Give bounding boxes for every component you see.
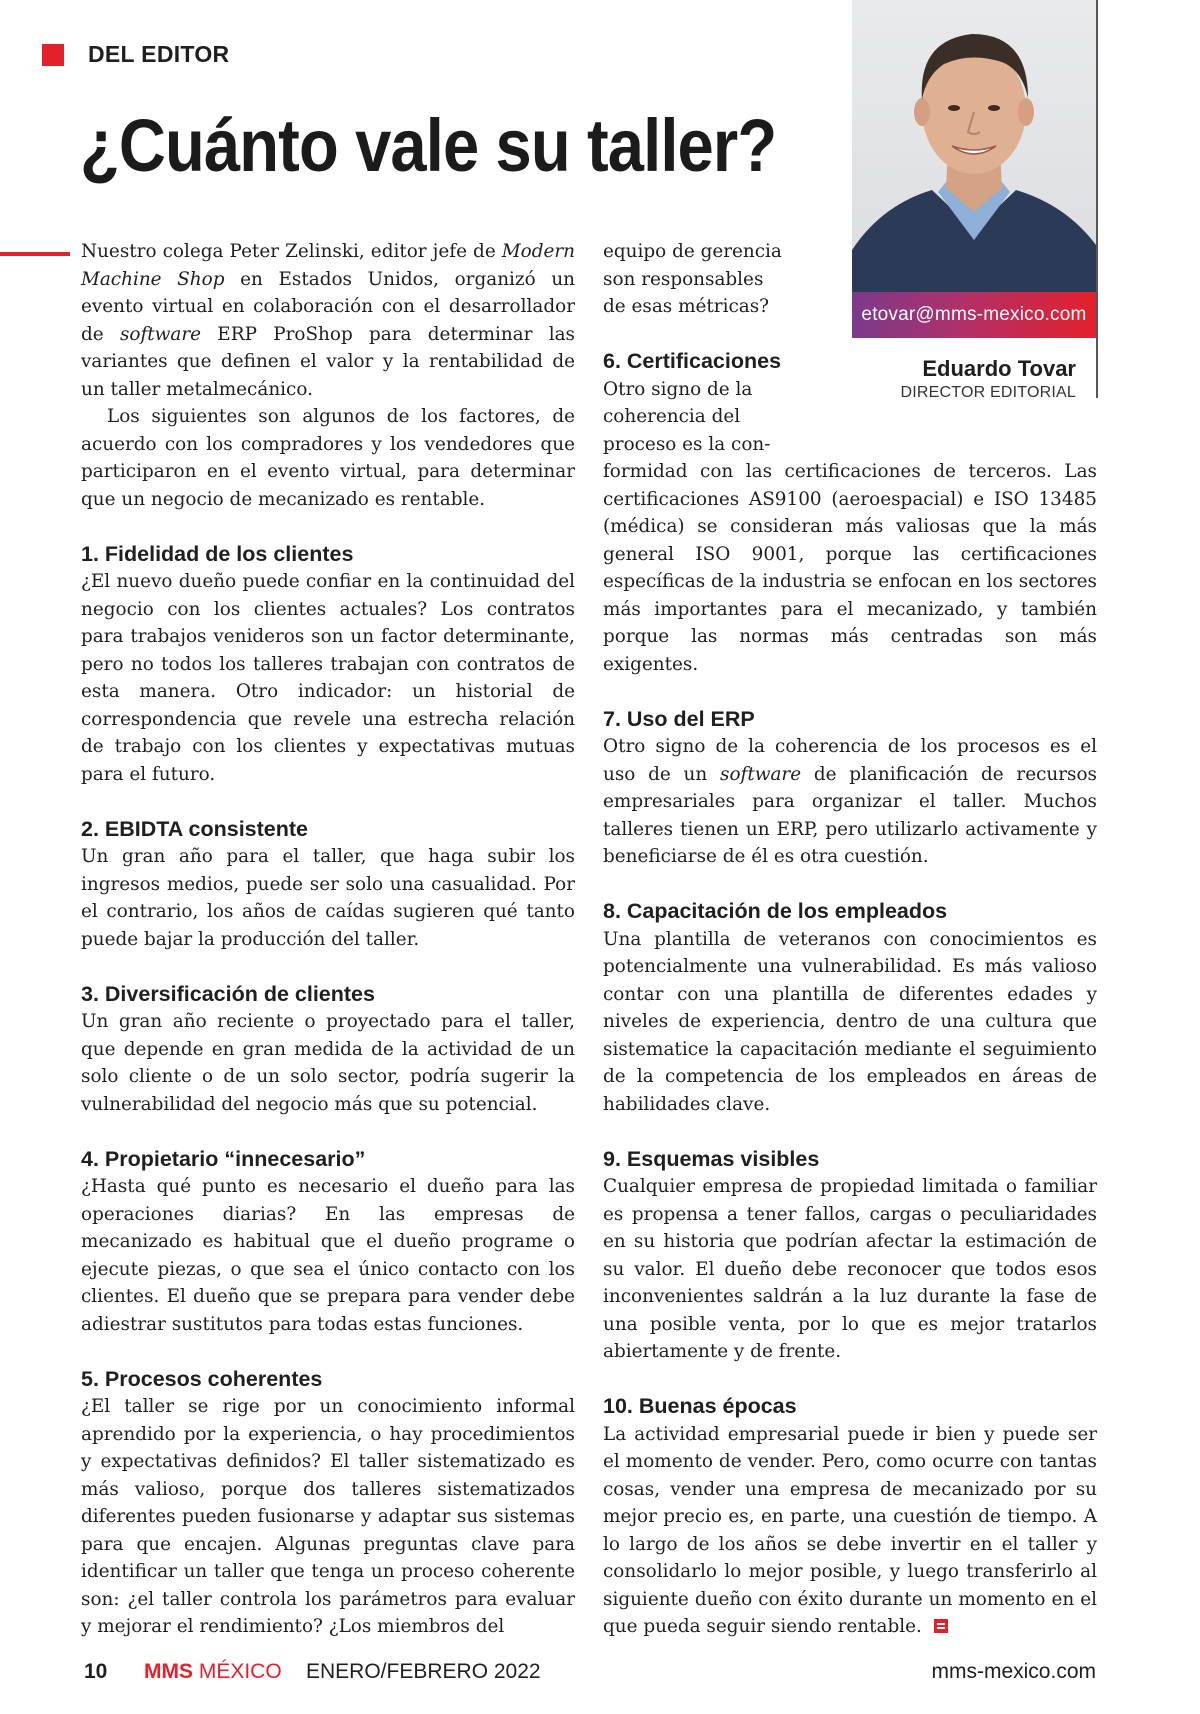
section-square-icon: [42, 44, 64, 66]
intro-paragraph-2: Los siguientes son algunos de los factores, de acuerdo con los compradores y los vendedores que participaron en el evento virtual, para determinar que un negocio de mecanizado es rentable.: [81, 406, 575, 510]
author-email[interactable]: etovar@mms-mexico.com: [852, 292, 1096, 338]
section-body: ¿El taller se rige por un conocimiento informal aprendido por la experiencia, o hay procedimientos y expectativas definidos? El taller sistematizado es más valioso, porque dos talleres sistematizados diferentes pueden fusionarse y adaptar sus sistemas para que encajen. Algunas preguntas clave para identificar un taller que tenga un proceso coherente son: ¿el taller controla los parámetros para evaluar y mejorar el rendimiento? ¿Los miembros del: [81, 1396, 575, 1637]
page-number: 10: [84, 1660, 108, 1683]
section-body: Otro signo de la coherencia de los procesos es el uso de un software de planificación de recursos empresariales para organizar el taller. Muchos talleres tienen un ERP, pero utilizarlo activamente y beneficiarse de él es otra cuestión.: [603, 736, 1097, 867]
section-body: Un gran año para el taller, que haga subir los ingresos medios, puede ser solo una casualidad. Por el contrario, los años de caídas sugieren qué tanto puede bajar la producción del taller.: [81, 846, 575, 950]
section-heading: 9. Esquemas visibles: [603, 1146, 820, 1171]
section-body: ¿El nuevo dueño puede confiar en la continuidad del negocio con los clientes actuales? Los contratos para trabajos venideros son un factor determinante, pero no todos los talleres trabajan con contratos de esta manera. Otro indicador: un historial de correspondencia que revele una estrecha relación de trabajo con los clientes y expectativas mutuas para el futuro.: [81, 571, 575, 785]
publication-name: MMS MÉXICO: [144, 1660, 282, 1683]
website-link[interactable]: mms-mexico.com: [931, 1660, 1096, 1683]
author-name: Eduardo Tovar: [922, 356, 1076, 381]
intro-paragraph: Nuestro colega Peter Zelinski, editor jefe de Modern Machine Shop en Estados Unidos, organizó un evento virtual en colaboración con el desarrollador de software ERP ProShop para determinar las variantes que definen el valor y la rentabilidad de un taller metalmecánico.: [81, 241, 576, 400]
section-body-final: La actividad empresarial puede ir bien y puede ser el momento de vender. Pero, como ocurre con tantas cosas, vender una empresa de mecanizado por su mejor precio es, en parte, una cuestión de tiempo. A lo largo de los años se debe invertir en el taller y consolidarlo lo mejor posible, y luego transferirlo al siguiente dueño con éxito durante un momento en el que pueda seguir siendo rentable.: [603, 1423, 1097, 1637]
section-label: DEL EDITOR: [88, 41, 230, 67]
section-body-continued: equipo de gerencia son responsables de esas métricas?: [603, 241, 782, 317]
right-column: [603, 238, 1097, 1641]
section-body: Otro signo de la coherencia del proceso es la con-: [603, 378, 771, 455]
section-body: Una plantilla de veteranos con conocimientos es potencialmente una vulnerabilidad. Es más valioso contar con una plantilla de diferentes edades y niveles de experiencia, dentro de una cultura que sistematice la capacitación mediante el seguimiento de la competencia de los empleados en áreas de habilidades clave.: [603, 928, 1097, 1115]
section-heading: 4. Propietario “innecesario”: [81, 1146, 366, 1171]
section-body: Un gran año reciente o proyectado para el taller, que depende en gran medida de la actividad de un solo cliente o de un solo sector, podría sugerir la vulnerabilidad del negocio más que su potencial.: [81, 1011, 575, 1115]
section-tag: [42, 41, 229, 68]
section-heading: 10. Buenas épocas: [603, 1394, 797, 1418]
section-heading: 8. Capacitación de los empleados: [603, 899, 948, 923]
section-heading: 5. Procesos coherentes: [81, 1366, 323, 1391]
section-body: Cualquier empresa de propiedad limitada o familiar es propensa a tener fallos, cargas o peculiaridades en su historia que podrían afectar la estimación de su valor. El dueño debe reconocer que todos esos inconvenientes saldrán a la luz durante la fase de una posible venta, por lo que es mejor tratarlos abiertamente y de frente.: [603, 1176, 1097, 1362]
section-heading: 7. Uso del ERP: [603, 706, 755, 731]
section-heading: 1. Fidelidad de los clientes: [81, 541, 354, 566]
page-footer: [84, 1660, 1096, 1686]
accent-rule: [0, 252, 70, 256]
author-role: DIRECTOR EDITORIAL: [900, 384, 1076, 401]
section-body: formidad con las certificaciones de terceros. Las certificaciones AS9100 (aeroespacial) e ISO 13485 (médica) se consideran más valiosas que la más general ISO 9001, porque las certificaciones específicas de la industria se enfocan en los sectores más importantes para el mecanizado, y también porque las normas más centradas son más exigentes.: [603, 461, 1097, 675]
end-of-article-icon: [934, 1619, 948, 1633]
issue-date: ENERO/FEBRERO 2022: [306, 1660, 541, 1683]
section-heading: 2. EBIDTA consistente: [81, 816, 308, 841]
left-column: [81, 238, 575, 1641]
section-body: ¿Hasta qué punto es necesario el dueño para las operaciones diarias? En las empresas de mecanizado es habitual que el dueño programe o ejecute piezas, o que sea el único contacto con los clientes. El dueño que se prepara para vender debe adiestrar sustitutos para todas estas funciones.: [81, 1176, 575, 1335]
section-heading: 3. Diversificación de clientes: [81, 981, 375, 1006]
article-title: ¿Cuánto vale su taller?: [80, 104, 777, 187]
section-heading: 6. Certificaciones: [603, 349, 782, 373]
